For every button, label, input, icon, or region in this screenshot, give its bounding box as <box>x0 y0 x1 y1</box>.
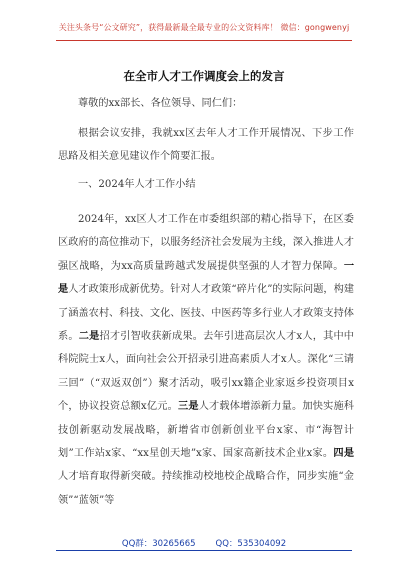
body-text-1: 2024年，xx区人才工作在市委组织部的精心指导下，在区委区政府的高位推动下，以服务经济社会发展为主线，深入推进人才强区战略，为xx高质量跨越式发展提供坚强的人才智力保障。 <box>58 214 354 272</box>
intro-paragraph: 根据会议安排，我就xx区去年人才工作开展情况、下步工作思路及相关意见建议作个简要汇报。 <box>58 128 354 163</box>
body-bold-3: 三是 <box>177 400 199 413</box>
body-text-2: 人才政策形成新优势。针对人才政策“碎片化”的实际问题，构建了涵盖农村、科技、文化、医技、中医药等多行业人才政策支持体系。 <box>58 284 354 343</box>
section-heading: 一、2024年人才工作小结 <box>78 179 196 190</box>
header-banner: 关注头条号“公文研究”，获得最新最全最专业的公文资料库！ 微信：gongwenyj <box>58 23 350 32</box>
body-paragraph <box>58 208 354 538</box>
body-text-3: 招才引智收获新成果。去年引进高层次人才x人，其中中科院院士x人，面向社会公开招录引进高素质人才x人。深化“三请三回”（“双返双创”）聚才活动，吸引xx籍企业家返乡投资项目x个，协议投资总额x亿元。 <box>58 331 354 413</box>
header-divider <box>56 40 352 41</box>
document-title: 在全市人才工作调度会上的发言 <box>123 69 285 83</box>
salutation: 尊敬的xx部长、各位领导、同仁们： <box>78 98 243 109</box>
body-bold-2: 二是 <box>78 330 100 343</box>
body-bold-1: 一是 <box>58 259 354 296</box>
footer-contact <box>0 537 408 549</box>
body-text-5: 人才培育取得新突破。持续推动校地校企战略合作，同步实施“金领”“蓝领”等 <box>58 471 354 506</box>
footer-qq: QQ：535304092 <box>215 539 287 549</box>
body-text-4: 人才载体增添新力量。加快实施科技创新驱动发展战略，新增省市创新创业平台x家、市“海智计划”工作站x家、“xx星创天地”x家、国家高新技术企业x家。 <box>58 401 354 460</box>
body-bold-4: 四是 <box>333 447 354 460</box>
footer-divider <box>56 550 352 551</box>
footer-qq-group: QQ群：30265665 <box>121 539 196 549</box>
